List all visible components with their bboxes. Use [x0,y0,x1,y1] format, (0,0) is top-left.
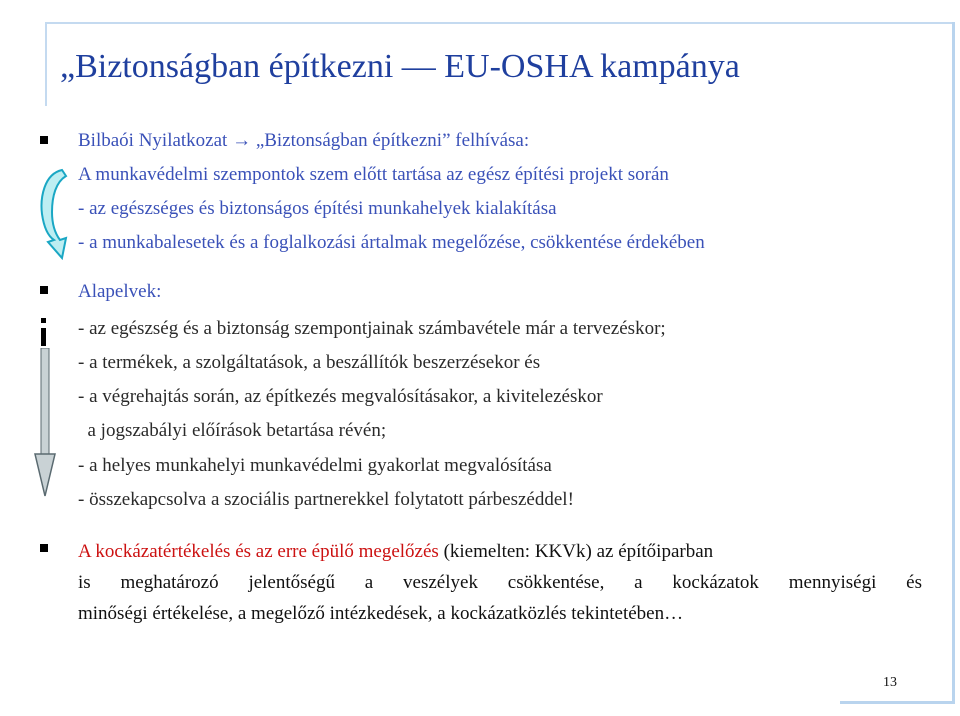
section2-line-3: - a végrehajtás során, az építkezés megvalósításakor, a kivitelezéskor [78,386,603,407]
section3-line-3: minőségi értékelése, a megelőző intézkedések, a kockázatközlés tekintetében… [78,603,684,624]
down-arrow-icon [33,348,57,498]
bullet-3 [40,544,48,552]
i-icon-bar [41,328,46,346]
page-title: „Biztonságban építkezni — EU-OSHA kampánya [60,48,740,85]
frame-bottom-line [840,701,955,704]
page-number: 13 [883,675,897,690]
section3-red-text: A kockázatértékelés és az erre épülő megelőzés [78,541,439,562]
section1-heading: Bilbaói Nyilatkozat → „Biztonságban építkezni” felhívása: [78,130,530,151]
bullet-1 [40,136,48,144]
section2-line-5: - a helyes munkahelyi munkavédelmi gyakorlat megvalósítása [78,455,552,476]
section1-line-3: - a munkabalesetek és a foglalkozási ártalmak megelőzése, csökkentése érdekében [78,232,705,253]
frame-top-line [45,22,953,24]
section2-line-1: - az egészség és a biztonság szempontjainak számbavétele már a tervezéskor; [78,318,666,339]
i-icon-dot [41,318,46,323]
section1-line-1: A munkavédelmi szempontok szem előtt tartása az egész építési projekt során [78,164,669,185]
bullet-2 [40,286,48,294]
section2-line-4: a jogszabályi előírások betartása révén; [78,420,387,441]
section3-line-1-rest: (kiemelten: KKVk) az építőiparban [438,541,714,562]
section2-heading: Alapelvek: [78,281,162,302]
section3-line-1 [78,542,713,561]
frame-right-line [952,22,955,702]
curved-arrow-icon [38,168,70,260]
section3-line-2: is meghatározó jelentőségű a veszélyek csökkentése, a kockázatok mennyiségi és [78,572,922,593]
frame-left-line [45,22,47,106]
section1-line-2: - az egészséges és biztonságos építési munkahelyek kialakítása [78,198,557,219]
section2-line-2: - a termékek, a szolgáltatások, a beszállítók beszerzésekor és [78,352,541,373]
section2-line-6: - összekapcsolva a szociális partnerekkel folytatott párbeszéddel! [78,489,574,510]
